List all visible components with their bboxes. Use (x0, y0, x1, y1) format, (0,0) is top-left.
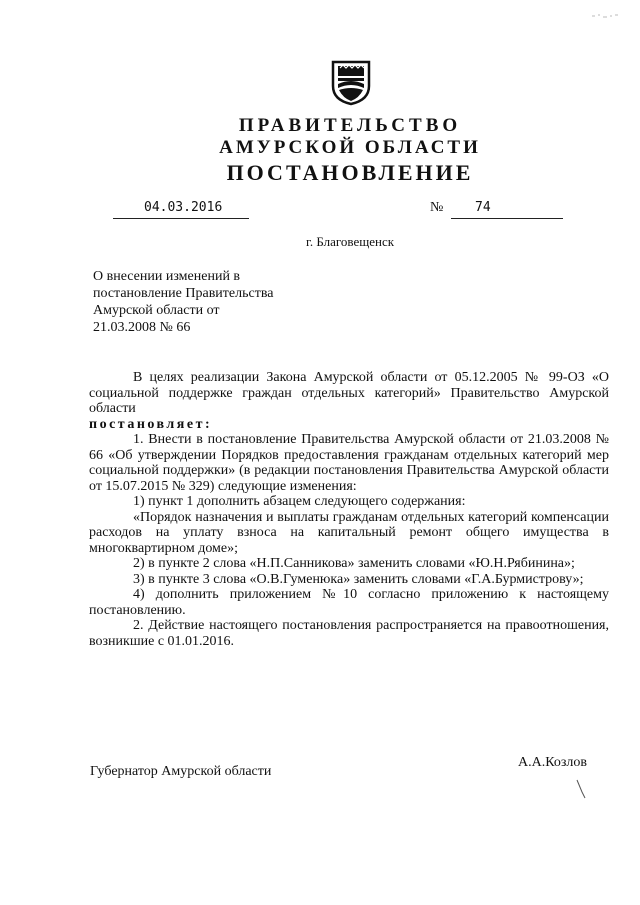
number-sign: № (430, 200, 444, 215)
document-type: ПОСТАНОВЛЕНИЕ (226, 160, 474, 185)
paragraph-subitem-4: 4) дополнить приложением №10 согласно приложению к настоящему постановлению. (89, 587, 609, 618)
paragraph-subitem-3: 3) в пункте 3 слова «О.В.Гуменюка» заменить словами «Г.А.Бурмистрову»; (133, 571, 584, 587)
subject-line: 21.03.2008 № 66 (93, 320, 191, 335)
signatory-name: А.А.Козлов (518, 755, 587, 770)
coat-of-arms-icon (329, 58, 373, 106)
paragraph-item-1: 1. Внести в постановление Правительства Амурской области от 21.03.2008 № 66 «Об утверждении Порядков предоставления гражданам отдельных категорий мер социальной поддержки» (в редакции постановления Правительства Амурской области от 15.07.2015 № 329) следующие изменения: (89, 432, 609, 494)
signature-mark-icon (574, 778, 588, 800)
paragraph-quote: «Порядок назначения и выплаты гражданам отдельных категорий компенсации расходов на уплату взноса на капитальный ремонт общего имущества в многоквартирном доме»; (89, 509, 609, 556)
document-body (89, 370, 609, 649)
scan-mark-icon (590, 12, 620, 20)
document-date: 04.03.2016 (144, 200, 223, 215)
number-underline (451, 202, 563, 219)
city: г. Благовещенск (305, 234, 395, 249)
org-name-line2: АМУРСКОЙ ОБЛАСТИ (219, 137, 481, 158)
paragraph-subitem-1: 1) пункт 1 дополнить абзацем следующего содержания: (133, 494, 466, 509)
paragraph-subitem-2: 2) в пункте 2 слова «Н.П.Санникова» заменить словами «Ю.Н.Рябинина»; (133, 556, 575, 571)
paragraph-resolves: постановляет: (89, 416, 213, 432)
subject-line: О внесении изменений в (93, 269, 241, 284)
org-name-line1: ПРАВИТЕЛЬСТВО (238, 115, 462, 136)
document-subject (93, 268, 333, 336)
signatory-title: Губернатор Амурской области (90, 764, 272, 779)
subject-line: постановление Правительства (93, 286, 274, 301)
subject-line: Амурской области от (93, 303, 220, 318)
paragraph-item-2: 2. Действие настоящего постановления распространяется на правоотношения, возникшие с 01.01.2016. (89, 618, 609, 649)
paragraph-preamble: В целях реализации Закона Амурской области от 05.12.2005 № 99-ОЗ «О социальной поддержке граждан отдельных категорий» Правительство Амурской области (89, 370, 609, 416)
document-number: 74 (475, 200, 491, 215)
